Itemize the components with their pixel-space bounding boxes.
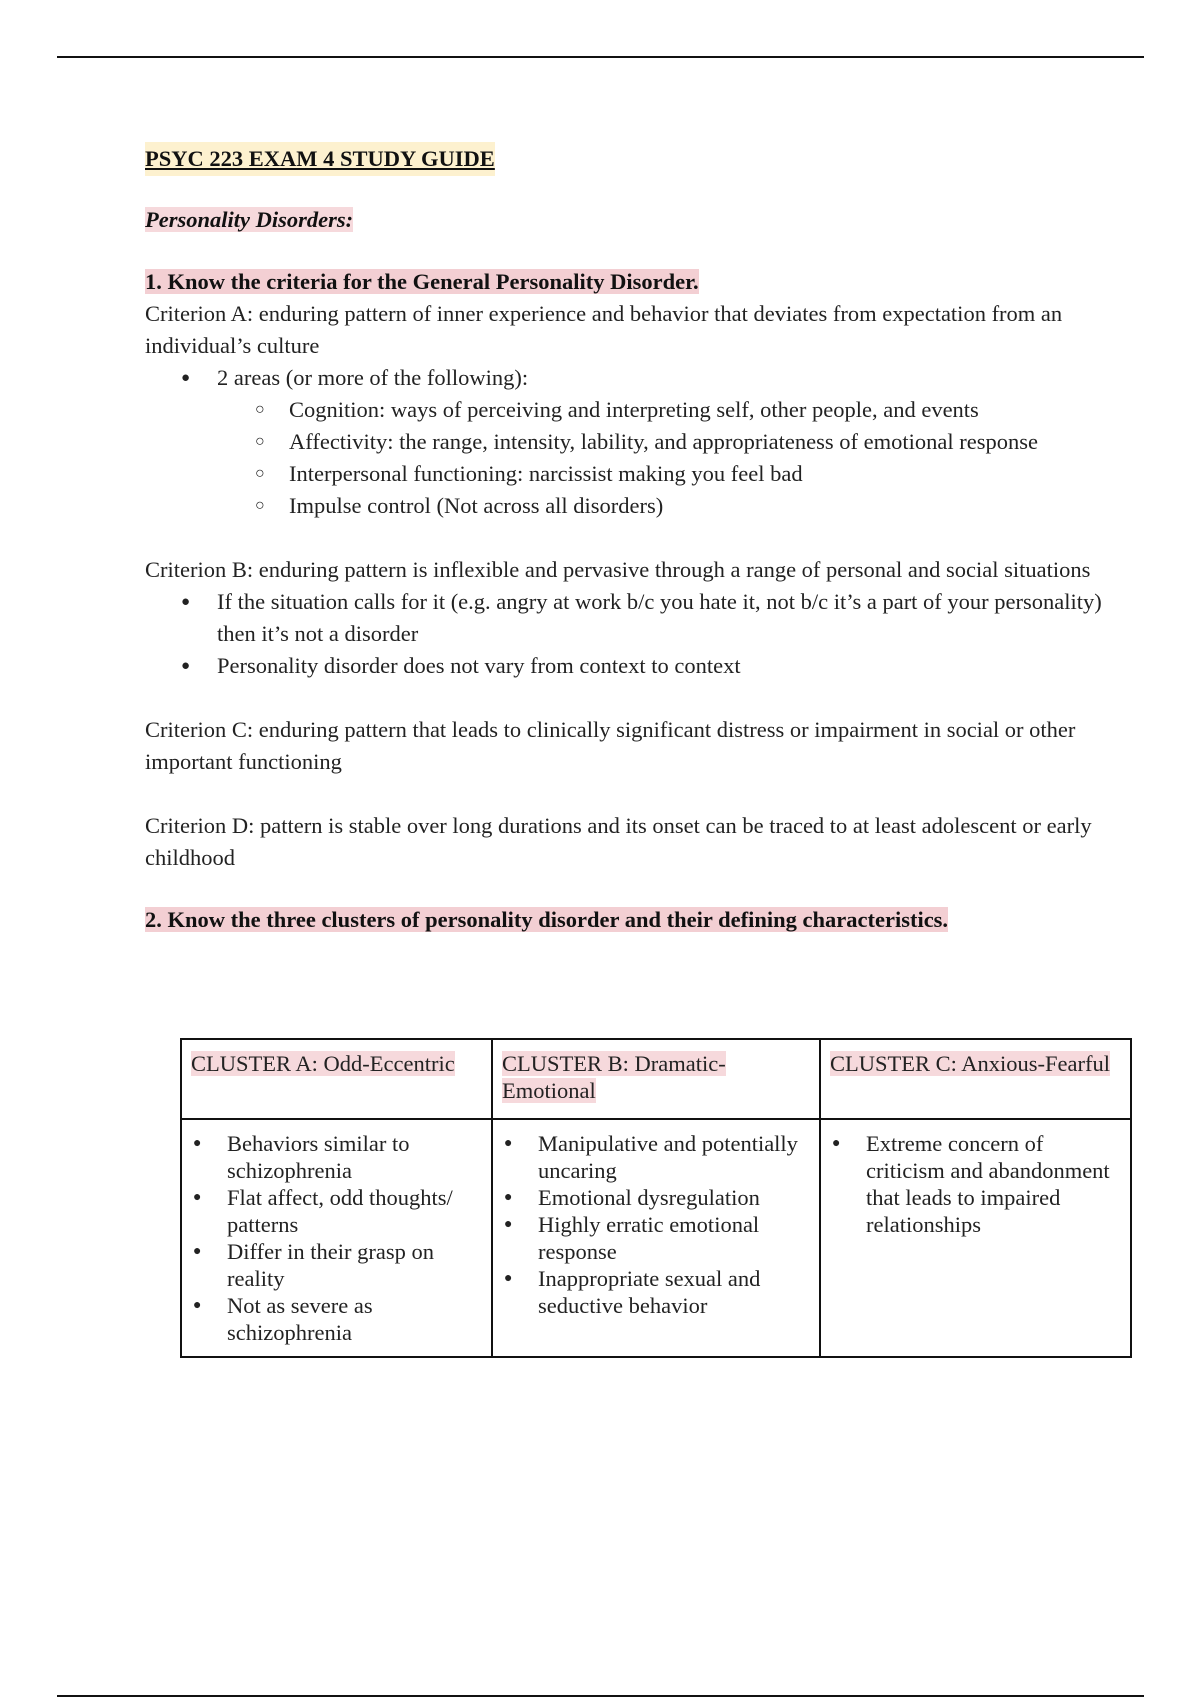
question-2: 2. Know the three clusters of personality disorder and their defining characteristics. (145, 907, 949, 932)
list-item: ● Not as severe as schizophrenia (227, 1292, 482, 1346)
list-item: ● Personality disorder does not vary from context to context (217, 650, 1135, 682)
criterion-a-list (145, 362, 1135, 522)
criterion-a-sublist (217, 394, 1135, 522)
criterion-a-bullet: 2 areas (or more of the following): (217, 365, 529, 390)
list-item: ● Emotional dysregulation (538, 1184, 810, 1211)
cluster-c-cell (820, 1119, 1131, 1357)
list-item: ● Behaviors similar to schizophrenia (227, 1130, 482, 1184)
list-item: ○ Impulse control (Not across all disorders) (289, 490, 1135, 522)
list-item (217, 362, 1135, 522)
table-row (181, 1119, 1131, 1357)
list-item: ○ Interpersonal functioning: narcissist making you feel bad (289, 458, 1135, 490)
cluster-b-header-cell (492, 1039, 820, 1119)
cluster-b-cell (492, 1119, 820, 1357)
list-item: ● Manipulative and potentially uncaring (538, 1130, 810, 1184)
cluster-c-header: CLUSTER C: Anxious-Fearful (830, 1051, 1110, 1076)
cluster-b-list (502, 1130, 810, 1319)
criterion-b-list (145, 586, 1135, 682)
list-item: ● Inappropriate sexual and seductive behavior (538, 1265, 810, 1319)
clusters-table (180, 1038, 1132, 1358)
list-item: ● If the situation calls for it (e.g. angry at work b/c you hate it, not b/c it’s a part of your personality) then it’s not a disorder (217, 586, 1135, 650)
criterion-d: Criterion D: pattern is stable over long durations and its onset can be traced to at least adolescent or early childhood (145, 813, 1092, 870)
criterion-c: Criterion C: enduring pattern that leads to clinically significant distress or impairment in social or other important functioning (145, 717, 1076, 774)
cluster-a-header: CLUSTER A: Odd-Eccentric (191, 1051, 455, 1076)
question-1-row (145, 266, 1135, 298)
criterion-b: Criterion B: enduring pattern is inflexible and pervasive through a range of personal and social situations (145, 557, 1091, 582)
cluster-c-list (830, 1130, 1121, 1238)
document-body (145, 142, 1135, 936)
clusters-table-wrap (180, 1038, 1130, 1358)
cluster-b-header: CLUSTER B: Dramatic-Emotional (502, 1051, 726, 1103)
question-1: 1. Know the criteria for the General Personality Disorder. (145, 269, 699, 294)
cluster-a-header-cell (181, 1039, 492, 1119)
list-item: ● Flat affect, odd thoughts/ patterns (227, 1184, 482, 1238)
cluster-a-list (191, 1130, 482, 1346)
list-item: ○ Cognition: ways of perceiving and interpreting self, other people, and events (289, 394, 1135, 426)
doc-title: PSYC 223 EXAM 4 STUDY GUIDE (145, 142, 495, 176)
list-item: ● Extreme concern of criticism and abandonment that leads to impaired relationships (866, 1130, 1121, 1238)
list-item: ● Differ in their grasp on reality (227, 1238, 482, 1292)
question-2-row (145, 904, 1135, 936)
section-heading: Personality Disorders: (145, 207, 354, 232)
list-item: ● Highly erratic emotional response (538, 1211, 810, 1265)
section-heading-row (145, 204, 1135, 236)
cluster-a-cell (181, 1119, 492, 1357)
bottom-rule (57, 1695, 1144, 1697)
criterion-a: Criterion A: enduring pattern of inner experience and behavior that deviates from expectation from an individual’s culture (145, 301, 1063, 358)
list-item: ○ Affectivity: the range, intensity, lability, and appropriateness of emotional response (289, 426, 1135, 458)
table-header-row (181, 1039, 1131, 1119)
cluster-c-header-cell (820, 1039, 1131, 1119)
top-rule (57, 56, 1144, 58)
